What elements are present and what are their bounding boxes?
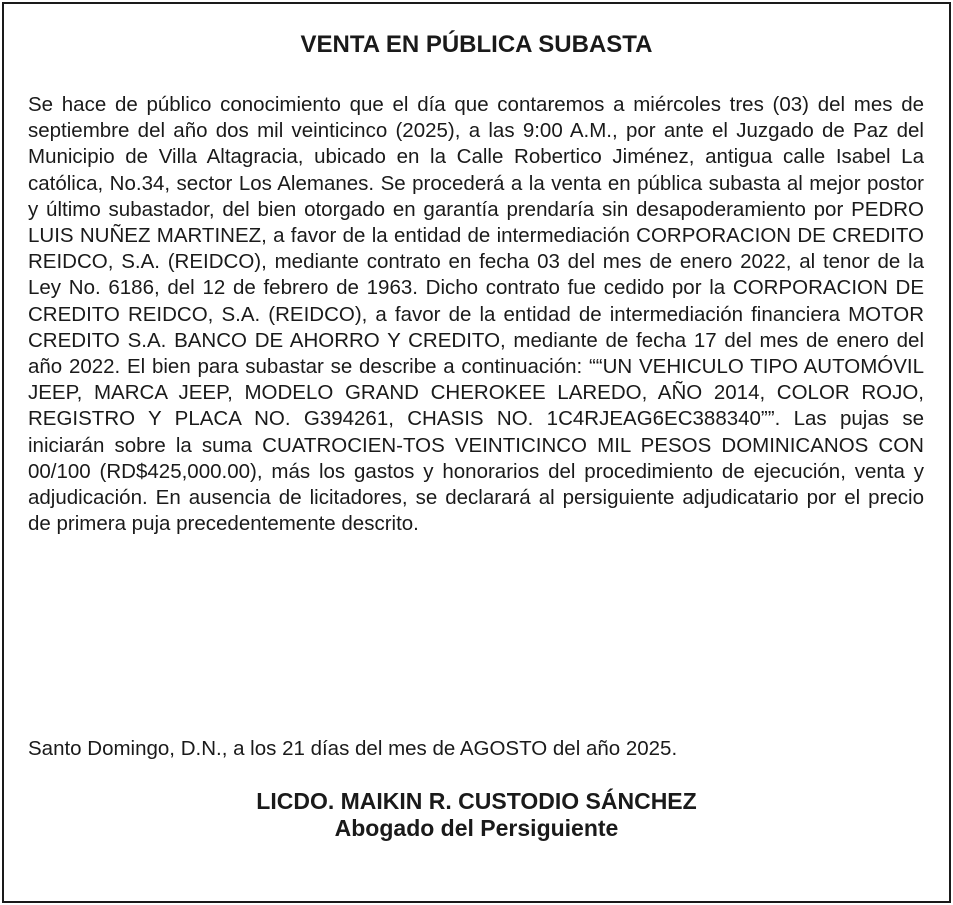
signature-block xyxy=(4,788,949,842)
notice-closing-date: Santo Domingo, D.N., a los 21 días del mes de AGOSTO del año 2025. xyxy=(28,737,678,760)
signature-name: LICDO. MAIKIN R. CUSTODIO SÁNCHEZ xyxy=(256,788,697,814)
notice-title: VENTA EN PÚBLICA SUBASTA xyxy=(300,31,653,58)
legal-notice xyxy=(2,2,951,903)
notice-body: Se hace de público conocimiento que el día que contaremos a miércoles tres (03) del mes de septiembre del año dos mil veinticinco (2025), a las 9:00 A.M., por ante el Juzgado de Paz del Municipio de Villa Altagracia, ubicado en la Calle Robertico Jiménez, antigua calle Isabel La católica, No.34, sector Los Alemanes. Se procederá a la venta en pública subasta al mejor postor y último subastador, del bien otorgado en garantía prendaría sin desapoderamiento por PEDRO LUIS NUÑEZ MARTINEZ, a favor de la entidad de intermediación CORPORACION DE CREDITO REIDCO, S.A. (REIDCO), mediante contrato en fecha 03 del mes de enero 2022, al tenor de la Ley No. 6186, del 12 de febrero de 1963. Dicho contrato fue cedido por la CORPORACION DE CREDITO REIDCO, S.A. (REIDCO), a favor de la entidad de intermediación financiera MOTOR CREDITO S.A. BANCO DE AHORRO Y CREDITO, mediante de fecha 17 del mes de enero del año 2022. El bien para subastar se describe a continuación: ““UN VEHICULO TIPO AUTOMÓVIL JEEP, MARCA JEEP, MODELO GRAND CHEROKEE LAREDO, AÑO 2014, COLOR ROJO, REGISTRO Y PLACA NO. G394261, CHASIS NO. 1C4RJEAG6EC388340””. Las pujas se iniciarán sobre la suma CUATROCIEN-TOS VEINTICINCO MIL PESOS DOMINICANOS CON 00/100 (RD$425,000.00), más los gastos y honorarios del procedimiento de ejecución, venta y adjudicación. En ausencia de licitadores, se declarará al persiguiente adjudicatario por el precio de primera puja precedentemente descrito. xyxy=(28,93,924,536)
signature-role: Abogado del Persiguiente xyxy=(334,815,619,841)
